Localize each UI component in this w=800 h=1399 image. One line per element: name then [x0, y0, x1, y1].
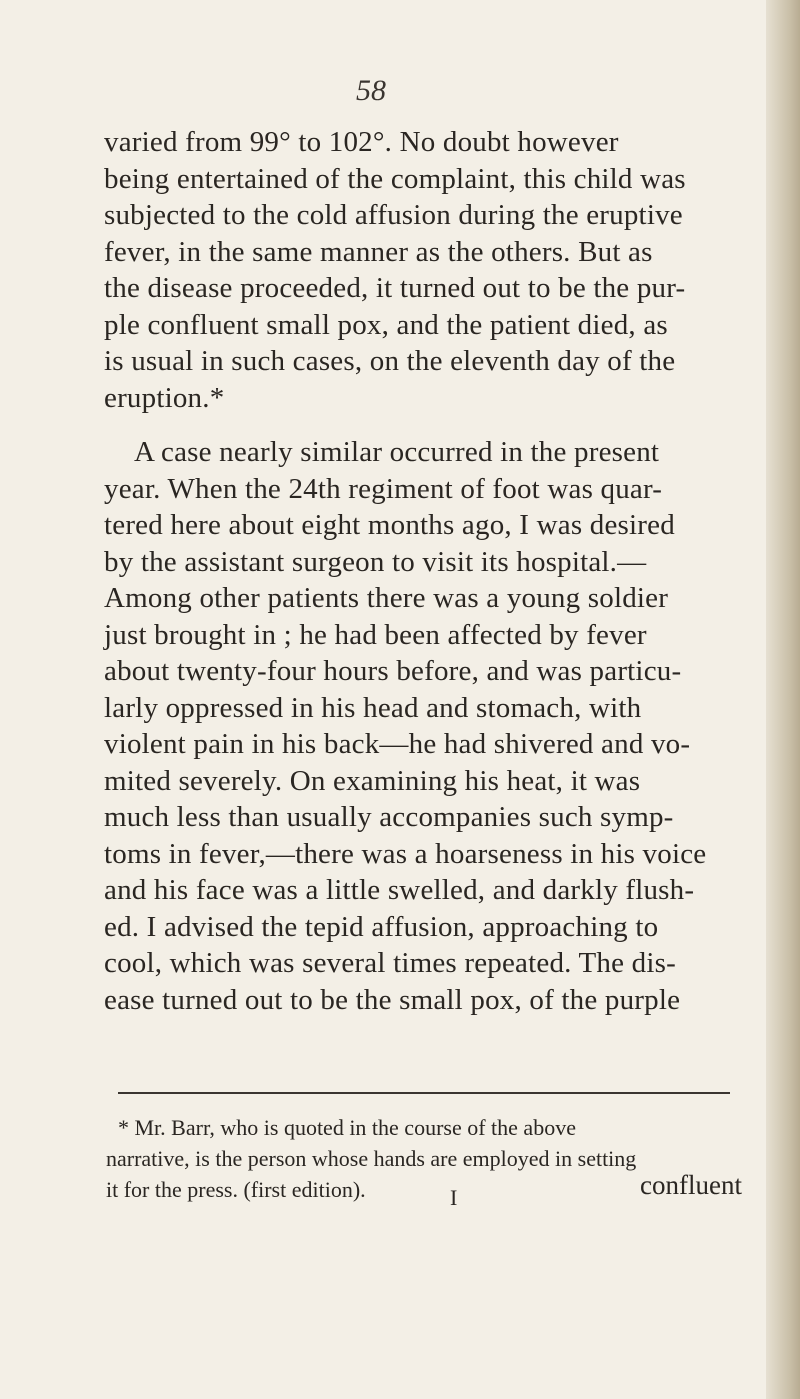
footnote-line: it for the press. (first edition).: [106, 1177, 366, 1202]
text-line: ple confluent small pox, and the patient died, as: [104, 308, 668, 341]
text-line: is usual in such cases, on the eleventh day of the: [104, 345, 676, 377]
footnote-line: * Mr. Barr, who is quoted in the course of the above: [118, 1115, 576, 1140]
text-line: ed. I advised the tepid affusion, approaching to: [104, 910, 659, 943]
text-line: the disease proceeded, it turned out to be the pur-: [104, 272, 686, 304]
text-line: fever, in the same manner as the others. But as: [104, 235, 653, 268]
footnote-divider: [118, 1092, 730, 1094]
binding-edge: [766, 0, 800, 1399]
text-line: mited severely. On examining his heat, it was: [104, 764, 641, 797]
text-line: violent pain in his back—he had shivered and vo-: [104, 728, 691, 760]
text-line: cool, which was several times repeated. The dis-: [104, 947, 676, 979]
text-line: ease turned out to be the small pox, of the purple: [104, 983, 681, 1016]
text-line: about twenty-four hours before, and was particu-: [104, 655, 682, 687]
signature-mark: I: [450, 1185, 458, 1210]
text-line: and his face was a little swelled, and darkly flush-: [104, 874, 695, 906]
text-line: Among other patients there was a young soldier: [104, 582, 669, 614]
page-number: 58: [356, 74, 386, 107]
text-line: subjected to the cold affusion during the eruptive: [104, 199, 683, 231]
catchword: confluent: [640, 1170, 742, 1200]
text-line: toms in fever,—there was a hoarseness in his voice: [104, 837, 707, 870]
text-line: year. When the 24th regiment of foot was quar-: [104, 472, 663, 505]
text-line: larly oppressed in his head and stomach, with: [104, 691, 642, 724]
footnote-line: narrative, is the person whose hands are employed in setting: [106, 1146, 637, 1171]
text-line: A case nearly similar occurred in the present: [134, 436, 660, 468]
body-text: [104, 124, 740, 1018]
text-line: eruption.*: [104, 381, 225, 414]
text-line: being entertained of the complaint, this child was: [104, 162, 686, 195]
text-line: varied from 99° to 102°. No doubt however: [104, 126, 619, 158]
text-line: just brought in ; he had been affected by fever: [104, 618, 647, 651]
text-line: much less than usually accompanies such symp-: [104, 801, 674, 833]
text-line: tered here about eight months ago, I was desired: [104, 509, 675, 541]
paragraph-gap: [104, 416, 740, 434]
text-line: by the assistant surgeon to visit its hospital.—: [104, 545, 647, 578]
